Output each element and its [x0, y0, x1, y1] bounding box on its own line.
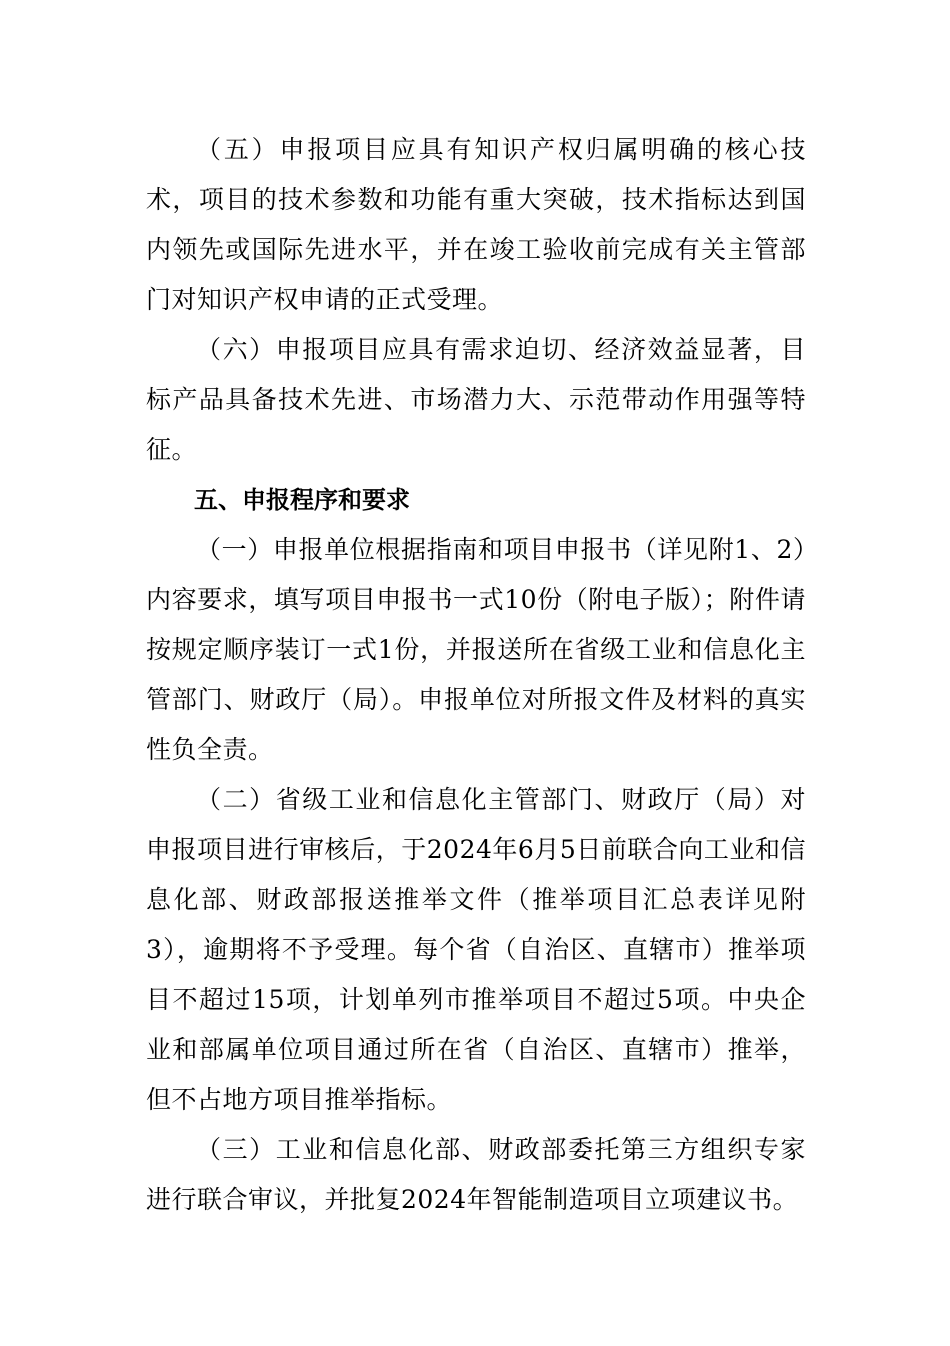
paragraph-item-2-review: （二）省级工业和信息化主管部门、财政厅（局）对申报项目进行审核后，于2024年6月5日前联合向工业和信息化部、财政部报送推举文件（推举项目汇总表详见附3），逾期将不予受理。每个省（自治区、直辖市）推举项目不超过15项，计划单列市推举项目不超过5项。中央企业和部属单位项目通过所在省（自治区、直辖市）推举，但不占地方项目推举指标。 — [146, 785, 806, 1114]
section-heading-procedure: 五、申报程序和要求 — [194, 486, 410, 514]
paragraph-item-1-application: （一）申报单位根据指南和项目申报书（详见附1、2）内容要求，填写项目申报书一式10份（附电子版）；附件请按规定顺序装订一式1份，并报送所在省级工业和信息化主管部门、财政厅（局）。申报单位对所报文件及材料的真实性负全责。 — [146, 535, 806, 764]
document-page — [146, 125, 806, 1225]
paragraph-item-3-expert-review: （三）工业和信息化部、财政部委托第三方组织专家进行联合审议，并批复2024年智能制造项目立项建议书。 — [146, 1135, 806, 1214]
paragraph-item-6-demand: （六）申报项目应具有需求迫切、经济效益显著，目标产品具备技术先进、市场潜力大、示范带动作用强等特征。 — [146, 335, 806, 464]
paragraph-item-5-ip: （五）申报项目应具有知识产权归属明确的核心技术，项目的技术参数和功能有重大突破，技术指标达到国内领先或国际先进水平，并在竣工验收前完成有关主管部门对知识产权申请的正式受理。 — [146, 135, 806, 314]
